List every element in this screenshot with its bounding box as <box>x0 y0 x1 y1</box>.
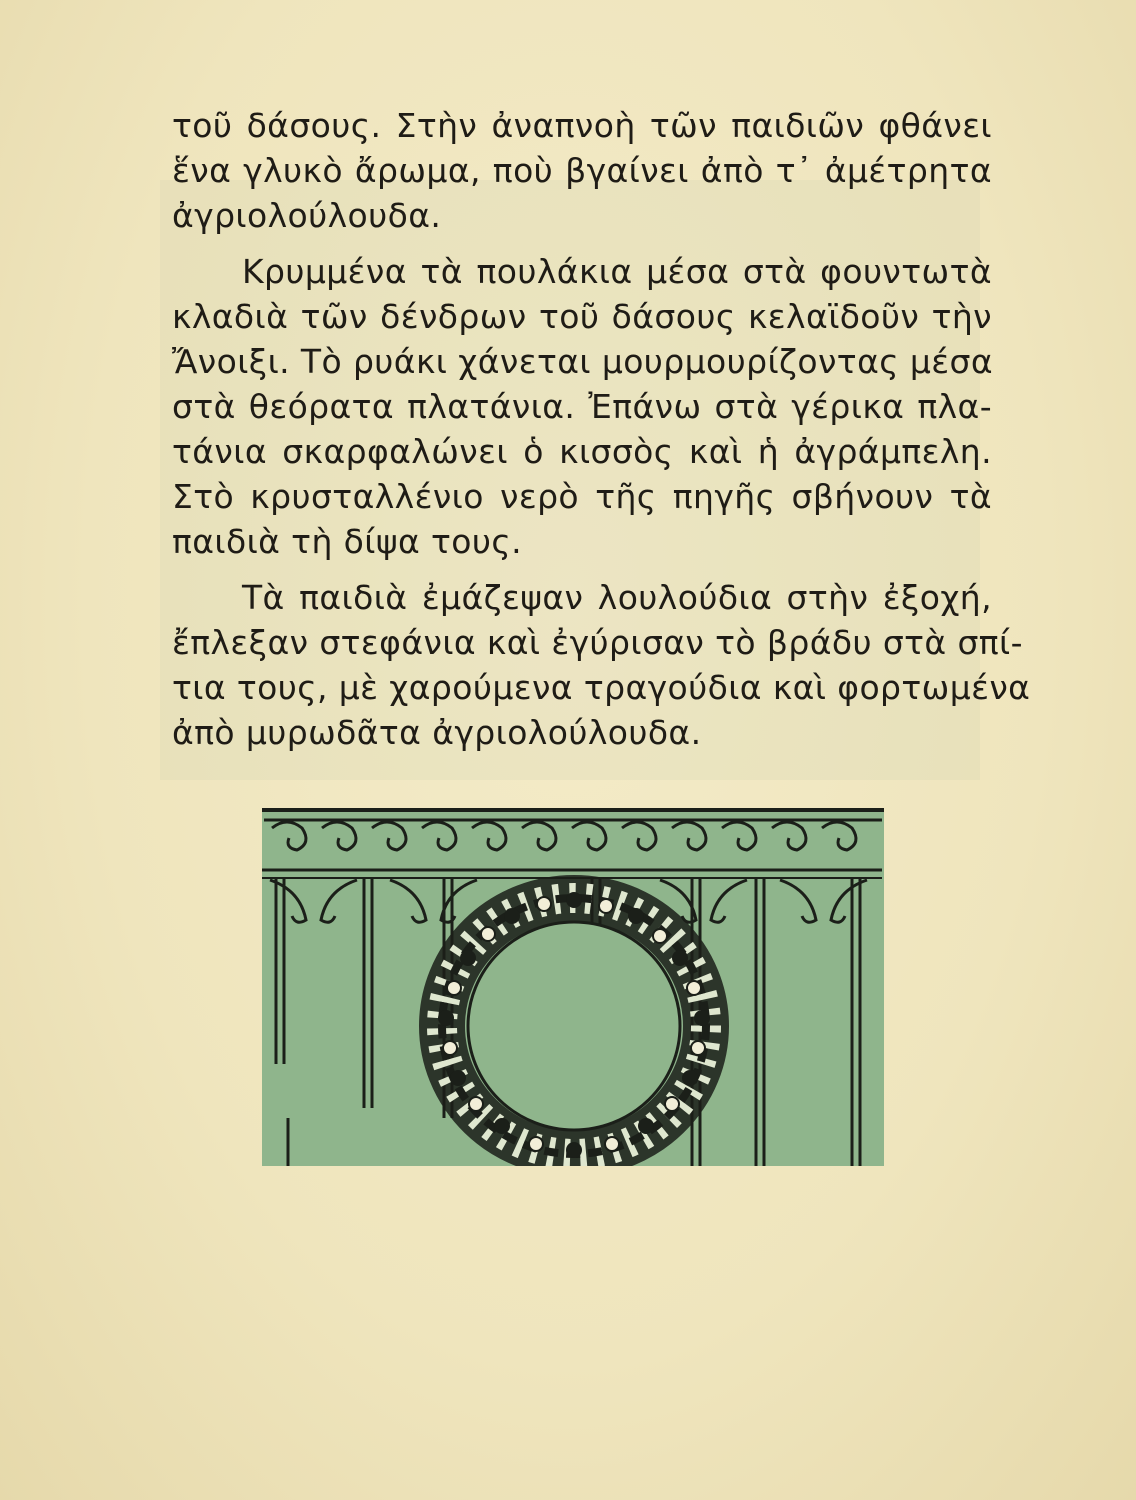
wreath-railing-illustration <box>262 808 884 1166</box>
text-line: ἔπλεξαν στεφάνια καὶ ἐγύρισαν τὸ βράδυ στὰ σπί- <box>172 623 1023 662</box>
text-line: παιδιὰ τὴ δίψα τους. <box>172 522 523 561</box>
text-line: ἀπὸ μυρωδᾶτα ἀγριολούλουδα. <box>172 713 702 752</box>
flower-wreath <box>438 892 710 1158</box>
text-line: Κρυμμένα τὰ πουλάκια μέσα στὰ φουντωτὰ <box>242 252 992 291</box>
text-line: τοῦ δάσους. Στὴν ἀναπνοὴ τῶν παιδιῶν φθάνει <box>172 106 992 145</box>
text-line: ἀγριολούλουδα. <box>172 196 442 235</box>
text-line: τάνια σκαρφαλώνει ὁ κισσὸς καὶ ἡ ἀγράμπελη. <box>172 432 992 471</box>
text-line: τια τους, μὲ χαρούμενα τραγούδια καὶ φορτωμένα <box>172 668 1031 707</box>
text-line: Ἄνοιξι. Τὸ ρυάκι χάνεται μουρμουρίζοντας μέσα <box>172 342 993 381</box>
paragraph-2 <box>172 249 992 564</box>
text-line: ἕνα γλυκὸ ἄρωμα, ποὺ βγαίνει ἀπὸ τ᾿ ἀμέτρητα <box>172 151 992 190</box>
paragraph-1 <box>172 103 992 238</box>
body-text <box>172 103 1031 766</box>
illustration-svg <box>262 808 884 1166</box>
text-line: Στὸ κρυσταλλένιο νερὸ τῆς πηγῆς σβήνουν τὰ <box>172 477 992 516</box>
text-line: Τὰ παιδιὰ ἐμάζεψαν λουλούδια στὴν ἐξοχή, <box>242 578 992 617</box>
paragraph-3 <box>172 575 1031 755</box>
text-line: στὰ θεόρατα πλατάνια. Ἐπάνω στὰ γέρικα πλα- <box>172 387 992 426</box>
text-line: κλαδιὰ τῶν δένδρων τοῦ δάσους κελαϊδοῦν τὴν <box>172 297 992 336</box>
